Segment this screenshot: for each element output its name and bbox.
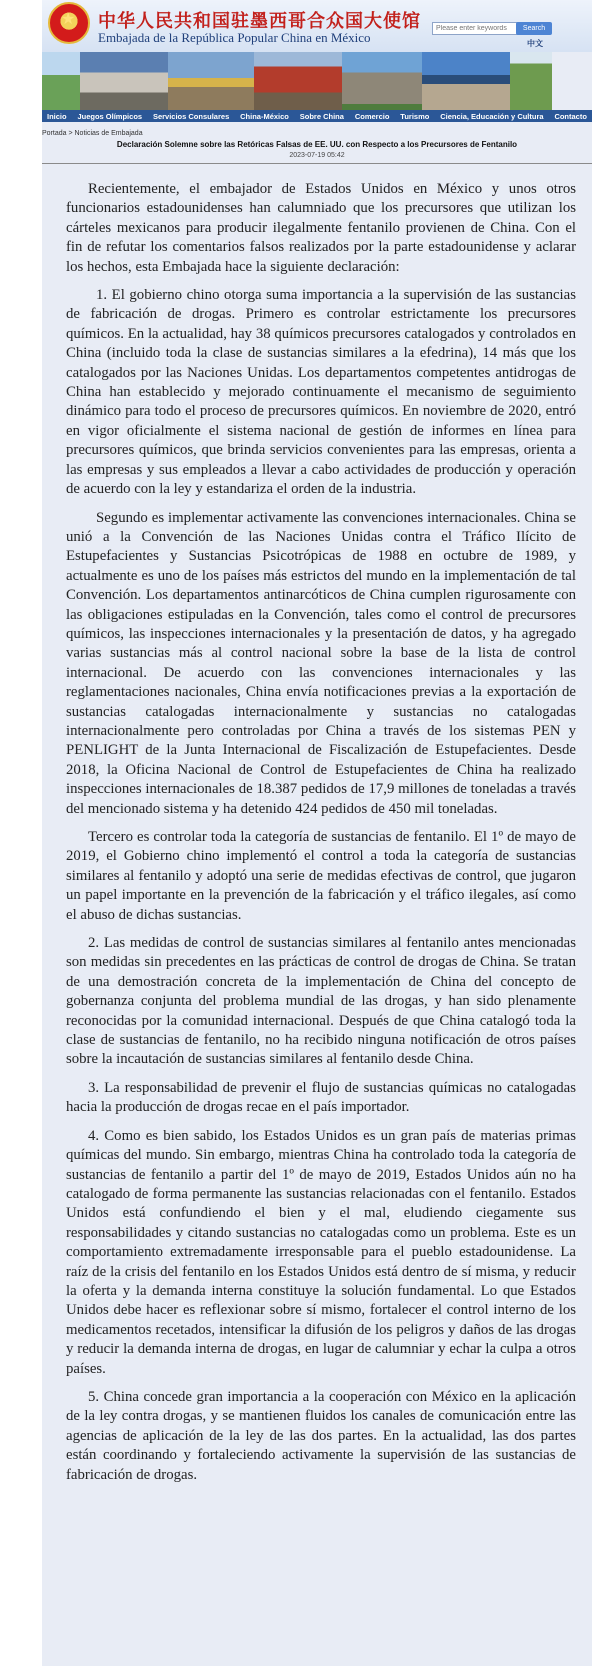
article-paragraph: Recientemente, el embajador de Estados Unidos en México y unos otros funcionarios estadounidenses han calumniado que los precursores que utilizan los cárteles mexicanos para producir ilegalmente fentanilo provienen de China. Con el fin de refutar los comentarios falsos realizados por la parte estadounidense y aclarar los hechos, esta Embajada hace la siguiente declaración: (66, 181, 576, 275)
article-paragraph: 3. La responsabilidad de prevenir el flujo de sustancias químicas no catalogadas hacia la producción de drogas recae en el país importador. (66, 1079, 576, 1116)
national-emblem-icon (48, 2, 90, 44)
banner-photo-stadium (80, 52, 168, 110)
search-button[interactable]: Search (516, 22, 552, 35)
breadcrumb[interactable]: Portada > Noticias de Embajada (42, 130, 143, 137)
main-nav (42, 110, 592, 122)
nav-item-turismo[interactable]: Turismo (400, 111, 430, 121)
article-paragraph: 1. El gobierno chino otorga suma importancia a la supervisión de las sustancias de fabricación de drogas. Primero es controlar estrictamente los precursores químicos. En la actualidad, hay 38 químicos precursores catalogados y controlados en China (incluido toda la clase de sustancias similares a la efedrina), 14 más que los catalogados por las Naciones Unidas. Los departamentos competentes antidrogas de China han establecido y mejorado continuamente el mecanismo de seguimiento dinámico para todo el proceso de precursores químicos. En noviembre de 2020, entró en vigor oficialmente el sistema nacional de gestión de informes en línea para precursores químicos, que brinda servicios convenientes para las empresas, orienta a las empresas y sus empleados a llevar a cabo actividades de producción y operación de acuerdo con la ley y estandariza el orden de la industria. (66, 287, 576, 498)
nav-item-ciencia-educacion-cultura[interactable]: Ciencia, Educación y Cultura (440, 111, 544, 121)
banner-photo-pagoda (254, 52, 342, 110)
banner-photos (42, 52, 592, 110)
title-divider (42, 163, 592, 164)
chinese-language-link[interactable]: 中文 (527, 39, 543, 48)
banner-photo-pyramid (342, 52, 422, 110)
article-paragraph: Segundo es implementar activamente las convenciones internacionales. China se unió a la Convención de las Naciones Unidas contra el Tráfico Ilícito de Estupefacientes y Sustancias Psicotrópicas de 1988 en octubre de 1989, y actualmente es uno de los países más estrictos del mundo en la implementación de tal Convención. Los departamentos antinarcóticos de China cumplen rigurosamente con las obligaciones estipuladas en la Convención, tales como el control de precursores químicos, las inspecciones internacionales y la presentación de datos, y ha agregado varias sustancias más al control nacional sobre la base de la lista de control internacional. De acuerdo con las convenciones internacionales y las reglamentaciones nacionales, China envía notificaciones previas a la exportación de sustancias catalogadas internacionalmente y sustancias no catalogadas internacionalmente pero controladas por China a través de los sistemas PEN y PENLIGHT de la Junta Internacional de Fiscalización de Estupefacientes. Desde 2018, la Oficina Nacional de Control de Estupefacientes de China ha realizado inspecciones internacionales de 18.387 pedidos de 17,9 millones de toneladas a través del mencionado sistema y ha detenido 424 pedidos de 450 mil toneladas. (66, 509, 576, 817)
article-body (66, 180, 576, 1494)
article-paragraph: 5. China concede gran importancia a la cooperación con México en la aplicación de la ley contra drogas, y se mantienen fluidos los canales de comunicación entre las agencias de aplicación de la ley de las dos partes. En la actualidad, las dos partes están coordinando y fortaleciendo activamente la supervisión de las sustancias de fabricación de drogas. (66, 1388, 576, 1483)
banner-photo-cactus-right (510, 52, 552, 110)
article-date: 2023-07-19 05:42 (289, 152, 345, 159)
article-title: Declaración Solemne sobre las Retóricas Falsas de EE. UU. con Respecto a los Precursores de Fentanilo (116, 140, 518, 149)
site-title-spanish: Embajada de la República Popular China en México (98, 30, 371, 45)
search-input[interactable] (432, 22, 520, 35)
page-container (42, 0, 592, 1666)
nav-item-juegos-olimpicos[interactable]: Juegos Olímpicos (77, 111, 143, 121)
site-title-chinese: 中华人民共和国驻墨西哥合众国大使馆 (98, 11, 421, 32)
site-header (42, 0, 592, 52)
nav-item-sobre-china[interactable]: Sobre China (299, 111, 344, 121)
article-paragraph: 4. Como es bien sabido, los Estados Unidos es un gran país de materias primas químicas del mundo. Sin embargo, mientras China ha controlado toda la categoría de sustancias de fentanilo a partir del 1º de mayo de 2019, Estados Unidos aún no ha catalogado de forma permanente las sustancias relacionadas con el fentanilo. Estados Unidos está confundiendo el bien y el mal, eludiendo ciegamente sus responsabilidades y citando sustancias no catalogadas como un problema. Este es un comportamiento extremadamente irresponsable para el pueblo estadounidense. La raíz de la crisis del fentanilo en los Estados Unidos está dentro de sí misma, y reducir la oferta y la demanda interna constituye la solución fundamental. Lo que Estados Unidos debe hacer es reflexionar sobre sí mismo, fortalecer el control interno de los medicamentos recetados, intensificar la difusión de los peligros y daños de las drogas y reducir la demanda interna de drogas, en lugar de calumniar y echar la culpa a otros países. (66, 1127, 576, 1377)
banner-photo-cactus-left (42, 52, 80, 110)
nav-item-inicio[interactable]: Inicio (47, 111, 67, 121)
nav-item-contacto[interactable]: Contacto (554, 111, 587, 121)
article-paragraph: 2. Las medidas de control de sustancias similares al fentanilo antes mencionadas son medidas sin precedentes en las prácticas de control de drogas de China. Se tratan de una demostración concreta de la implementación de China del concepto de gobernanza conjunta del problema mundial de las drogas, y han sido plenamente reconocidas por la comunidad internacional. Después de que China catalogó toda la clase de sustancias de fentanilo, no ha recibido ninguna notificación de otros países sobre la incautación de sustancias similares al fentanilo desde China. (66, 935, 576, 1068)
banner-photo-temple-of-heaven (422, 52, 510, 110)
nav-item-china-mexico[interactable]: China-México (240, 111, 289, 121)
banner-photo-angel-monument (168, 52, 254, 110)
article-paragraph: Tercero es controlar toda la categoría de sustancias de fentanilo. El 1º de mayo de 2019, el Gobierno chino implementó el control a toda la categoría de sustancias similares al fentanilo y adoptó una serie de medidas efectivas de control, que jugaron un papel importante en la prevención de la fabricación y el tráfico ilegales, así como el abuso de dichas sustancias. (66, 829, 576, 923)
nav-item-comercio[interactable]: Comercio (354, 111, 390, 121)
nav-item-servicios-consulares[interactable]: Servicios Consulares (152, 111, 230, 121)
